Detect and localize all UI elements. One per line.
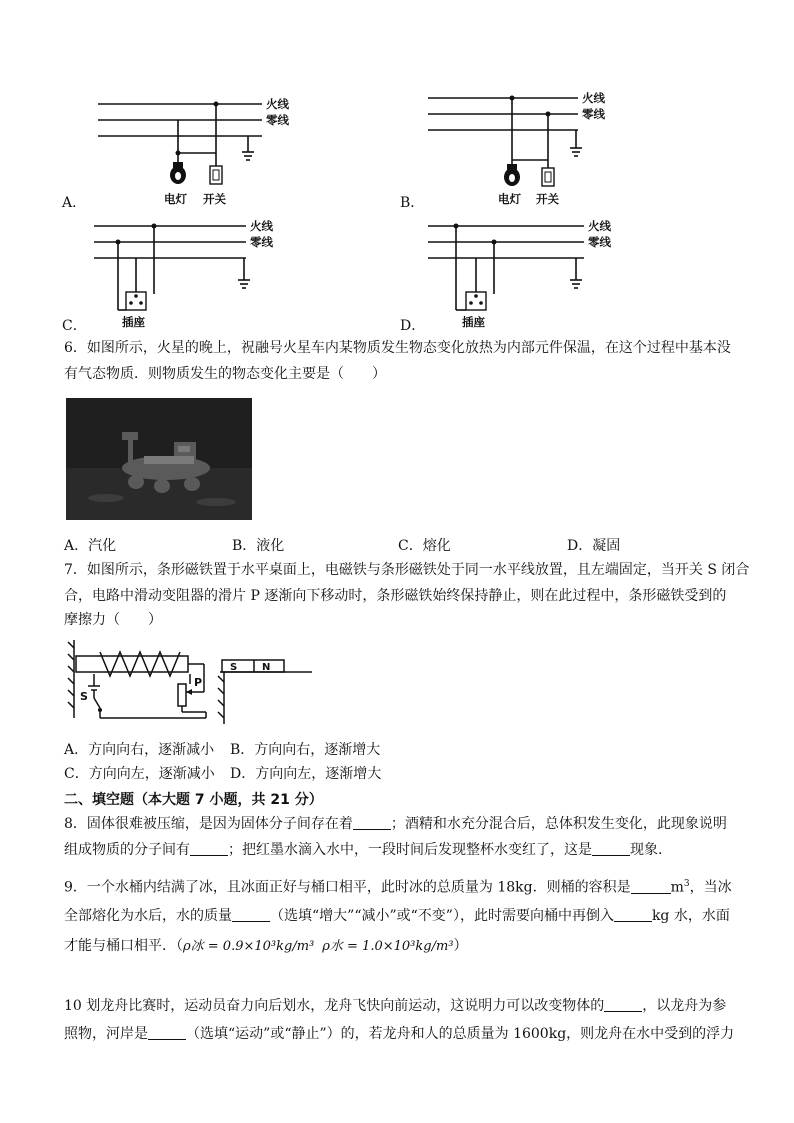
socket-circuit-d <box>398 216 718 332</box>
option-d-figure <box>398 216 718 332</box>
fire-wire-label-a: 火线 <box>266 97 289 111</box>
q8-text-2: ；酒精和水充分混合后，总体积发生变化，此现象说明 <box>390 816 727 832</box>
q9-line-1 <box>64 874 732 898</box>
q9-rho-ice: ρ冰 = 0.9×10³kg/m³ <box>183 939 315 954</box>
mars-rover-image <box>66 398 252 520</box>
fire-wire-label-d: 火线 <box>588 219 611 233</box>
option-c-figure <box>60 216 360 332</box>
q9-text-2: ，当冰 <box>689 879 732 896</box>
option-b-figure <box>398 88 718 214</box>
q9-text-1: 9．一个水桶内结满了冰，且冰面正好与桶口相平，此时冰的总质量为 18kg．则桶的容积是 <box>64 879 631 896</box>
slider-p-label: P <box>194 676 203 689</box>
q9-text-3: 全部熔化为水后，水的质量 <box>64 908 232 924</box>
q7-line-1: 7．如图所示，条形磁铁置于水平桌面上，电磁铁与条形磁铁处于同一水平线放置，且左端固定，当开关 S 闭合 <box>64 562 750 578</box>
q7-option-b: B．方向向右，逐渐增大 <box>230 742 381 758</box>
q6-option-b: B．液化 <box>232 538 285 554</box>
fire-wire-label-b: 火线 <box>582 91 605 105</box>
q10-blank-2[interactable] <box>148 1025 186 1040</box>
q6-option-a: A．汽化 <box>64 538 117 554</box>
q6-line-2: 有气态物质．则物质发生的物态变化主要是（ ） <box>64 366 386 382</box>
q8-line-1 <box>64 814 727 834</box>
q10-blank-1[interactable] <box>604 997 642 1012</box>
q10-text-3: 照物，河岸是 <box>64 1026 148 1042</box>
q9-line-3 <box>64 936 468 957</box>
option-a-letter: A． <box>62 195 87 211</box>
electromagnet-diagram <box>64 638 314 728</box>
q7-line-3: 摩擦力（ ） <box>64 612 162 628</box>
q8-text-3: 组成物质的分子间有 <box>64 842 190 858</box>
q9-unit: m <box>670 879 684 896</box>
magnet-n-pole: N <box>262 662 271 673</box>
q8-text-1: 8．固体很难被压缩，是因为固体分子间存在着 <box>64 816 353 832</box>
q9-text-7: ） <box>453 938 468 954</box>
q8-line-2 <box>64 840 662 860</box>
magnet-s-pole: S <box>230 662 238 673</box>
q8-blank-1[interactable] <box>353 815 391 830</box>
lamp-label-a: 电灯 <box>164 192 187 206</box>
neutral-wire-label-b: 零线 <box>582 107 605 121</box>
lamp-switch-circuit-b <box>398 88 718 214</box>
q6-option-d: D．凝固 <box>567 538 621 554</box>
q9-blank-3[interactable] <box>614 907 652 922</box>
socket-label-d: 插座 <box>462 315 485 329</box>
q9-unit-exp: 3 <box>683 879 690 889</box>
q10-line-1 <box>64 996 726 1016</box>
q7-option-c: C．方向向左，逐渐减小 <box>64 766 215 782</box>
q8-blank-3[interactable] <box>592 841 630 856</box>
fire-wire-label-c: 火线 <box>250 219 273 233</box>
option-a-figure <box>60 88 360 214</box>
q8-text-5: 现象. <box>630 842 663 858</box>
q9-blank-2[interactable] <box>232 907 270 922</box>
q7-option-d: D．方向向左，逐渐增大 <box>230 766 382 782</box>
q7-line-2: 合，电路中滑动变阻器的滑片 P 逐渐向下移动时，条形磁铁始终保持静止，则在此过程中，条形磁铁受到的 <box>64 588 727 604</box>
q9-rho-water: ρ水 = 1.0×10³kg/m³ <box>322 939 454 954</box>
q8-blank-2[interactable] <box>190 841 228 856</box>
q9-text-6: 才能与桶口相平．（ <box>64 938 183 954</box>
q9-text-5: kg 水，水面 <box>651 908 730 924</box>
section-2-title: 二、填空题（本大题 7 小题，共 21 分） <box>64 792 323 808</box>
q6-line-1: 6．如图所示，火星的晚上，祝融号火星车内某物质发生物态变化放热为内部元件保温，在这个过程中基本没 <box>64 340 731 356</box>
neutral-wire-label-a: 零线 <box>266 113 289 127</box>
q9-blank-1[interactable] <box>631 879 671 894</box>
switch-label-a: 开关 <box>203 192 226 206</box>
q9-line-2 <box>64 906 730 926</box>
q10-text-1: 10 划龙舟比赛时，运动员奋力向后划水，龙舟飞快向前运动，这说明力可以改变物体的 <box>64 998 605 1014</box>
option-d-letter: D． <box>400 318 426 334</box>
lamp-switch-circuit-a <box>60 88 360 214</box>
lamp-label-b: 电灯 <box>498 192 521 206</box>
q10-text-2: ，以龙舟为参 <box>642 998 727 1014</box>
electromagnet-figure <box>64 638 314 728</box>
switch-s-label: S <box>80 690 88 703</box>
socket-label-c: 插座 <box>122 315 145 329</box>
socket-circuit-c <box>60 216 360 332</box>
q8-text-4: ；把红墨水滴入水中，一段时间后发现整杯水变红了，这是 <box>228 842 592 858</box>
neutral-wire-label-d: 零线 <box>588 235 611 249</box>
mars-rover-photo <box>66 398 252 520</box>
q7-option-a: A．方向向右，逐渐减小 <box>64 742 215 758</box>
q10-line-2 <box>64 1024 734 1044</box>
neutral-wire-label-c: 零线 <box>250 235 273 249</box>
q10-text-4: （选填“运动”或“静止”）的，若龙舟和人的总质量为 1600kg，则龙舟在水中受到的浮力 <box>186 1026 735 1042</box>
q9-text-4: （选填“增大”“减小”或“不变”），此时需要向桶中再倒入 <box>270 908 614 924</box>
option-c-letter: C． <box>62 318 87 334</box>
option-b-letter: B． <box>400 195 425 211</box>
switch-label-b: 开关 <box>536 192 559 206</box>
q6-option-c: C．熔化 <box>398 538 451 554</box>
